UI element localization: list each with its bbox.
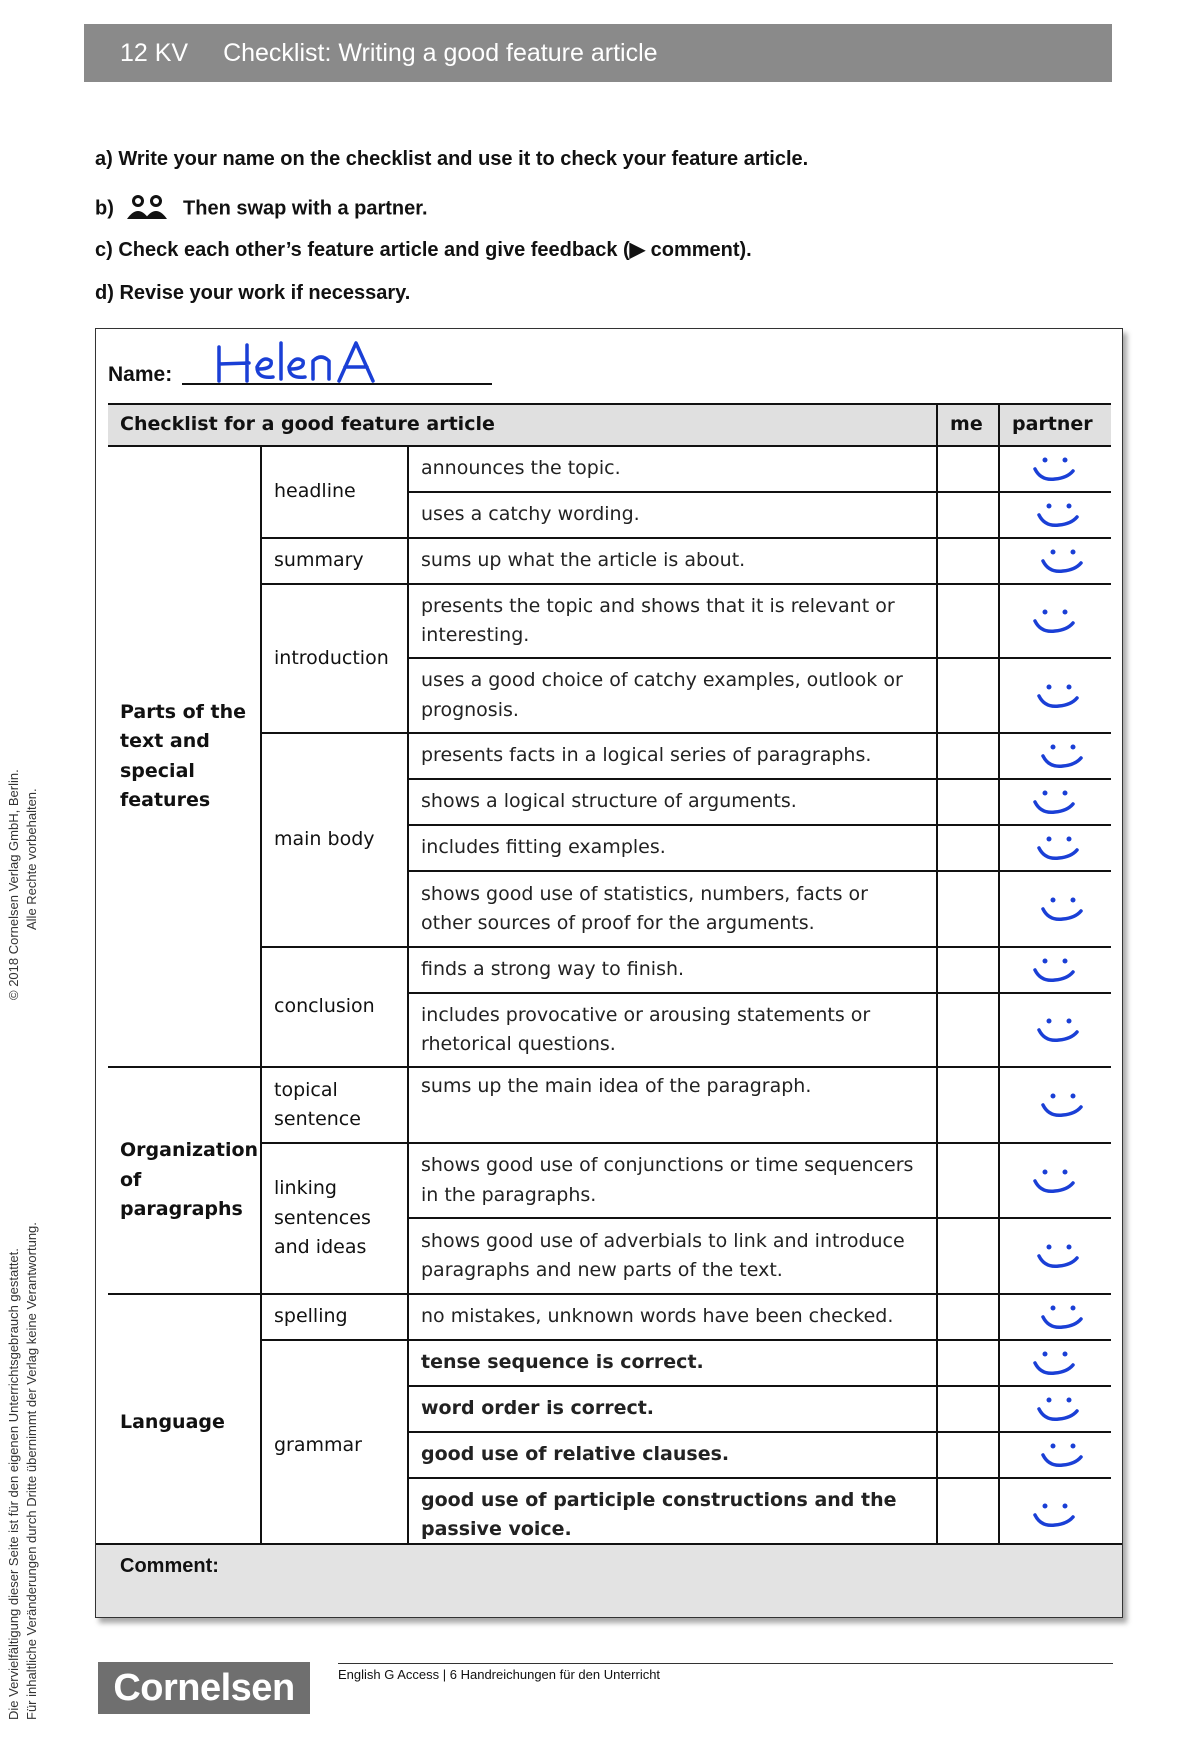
smiley-mouth [1043, 909, 1081, 919]
smiley-eye [1062, 791, 1067, 796]
partner-smiley-mark [1023, 952, 1089, 988]
handwritten-name [211, 339, 431, 394]
checklist-table [108, 403, 1111, 1553]
criterion: sums up the main idea of the paragraph. [408, 1067, 937, 1143]
criterion: announces the topic. [408, 446, 937, 492]
table-row [108, 446, 1111, 492]
me-checkbox[interactable] [937, 733, 999, 779]
me-checkbox[interactable] [937, 947, 999, 993]
criterion: shows good use of adverbials to link and introduce paragraphs and new parts of the text. [408, 1218, 937, 1294]
smiley-eye [1050, 1444, 1055, 1449]
comment-label: Comment: [120, 1555, 219, 1577]
criterion: finds a strong way to finish. [408, 947, 937, 993]
checklist-sheet [95, 328, 1123, 1618]
group-parts-of-text: Parts of the text and special features [108, 446, 261, 1067]
smiley-eye [1046, 684, 1051, 689]
smiley-eye [1066, 504, 1071, 509]
partner-checkbox[interactable] [999, 871, 1111, 947]
smiley-eye [1042, 458, 1047, 463]
partner-checkbox[interactable] [999, 1218, 1111, 1294]
me-checkbox[interactable] [937, 993, 999, 1067]
instruction-text: Revise your work if necessary. [119, 282, 411, 304]
footer-rule [338, 1663, 1113, 1664]
subgroup-headline: headline [261, 446, 408, 538]
criterion: word order is correct. [408, 1386, 937, 1432]
instruction-c [95, 237, 752, 262]
me-checkbox[interactable] [937, 1143, 999, 1218]
partner-checkbox[interactable] [999, 825, 1111, 871]
smiley-mouth [1035, 970, 1073, 980]
smiley-mouth [1043, 1317, 1081, 1327]
smiley-eye [1066, 684, 1071, 689]
partner-smiley-mark [1023, 1437, 1089, 1473]
column-partner: partner [999, 404, 1111, 446]
criterion: no mistakes, unknown words have been checked. [408, 1294, 937, 1340]
criterion: shows good use of statistics, numbers, facts or other sources of proof for the arguments. [408, 871, 937, 947]
subgroup-linking: linking sentences and ideas [261, 1143, 408, 1294]
smiley-eye [1042, 791, 1047, 796]
criterion: shows good use of conjunctions or time sequencers in the paragraphs. [408, 1143, 937, 1218]
group-organization: Organization of paragraphs [108, 1067, 261, 1294]
partner-checkbox[interactable] [999, 1432, 1111, 1478]
instruction-b [95, 193, 428, 225]
partner-smiley-mark [1023, 1012, 1089, 1048]
partner-checkbox[interactable] [999, 779, 1111, 825]
instruction-text: Check each other’s feature article and give feedback (▶ comment). [118, 239, 752, 261]
smiley-eye [1066, 1398, 1071, 1403]
criterion: shows a logical structure of arguments. [408, 779, 937, 825]
me-checkbox[interactable] [937, 871, 999, 947]
criterion: sums up what the article is about. [408, 538, 937, 584]
instruction-prefix: b) [95, 197, 114, 220]
smiley-mouth [1035, 469, 1073, 479]
partner-checkbox[interactable] [999, 584, 1111, 658]
name-label: Name: [108, 363, 173, 386]
partner-checkbox[interactable] [999, 733, 1111, 779]
criterion: uses a good choice of catchy examples, outlook or prognosis. [408, 658, 937, 733]
partner-smiley-mark [1023, 830, 1089, 866]
me-checkbox[interactable] [937, 1386, 999, 1432]
smiley-eye [1070, 550, 1075, 555]
smiley-eye [1046, 1245, 1051, 1250]
smiley-mouth [1035, 1181, 1073, 1191]
instruction-prefix: c) [95, 239, 113, 261]
smiley-eye [1050, 550, 1055, 555]
subgroup-grammar: grammar [261, 1340, 408, 1552]
subgroup-main-body: main body [261, 733, 408, 947]
partner-smiley-mark [1023, 603, 1089, 639]
smiley-eye [1070, 1306, 1075, 1311]
smiley-mouth [1039, 696, 1077, 706]
smiley-eye [1062, 458, 1067, 463]
smiley-eye [1066, 1245, 1071, 1250]
smiley-mouth [1039, 1030, 1077, 1040]
partner-smiley-mark [1023, 738, 1089, 774]
subgroup-conclusion: conclusion [261, 947, 408, 1067]
smiley-eye [1070, 1094, 1075, 1099]
instruction-a [95, 148, 808, 171]
smiley-eye [1046, 504, 1051, 509]
worksheet-title: Checklist: Writing a good feature article [223, 39, 658, 67]
partner-checkbox[interactable] [999, 1067, 1111, 1143]
rights-note: Alle Rechte vorbehalten. [24, 788, 39, 930]
smiley-mouth [1039, 1256, 1077, 1266]
partner-checkbox[interactable] [999, 947, 1111, 993]
instruction-d [95, 282, 410, 305]
column-me: me [937, 404, 999, 446]
smiley-eye [1062, 1504, 1067, 1509]
criterion: good use of participle constructions and the passive voice. [408, 1478, 937, 1552]
smiley-mouth [1043, 1105, 1081, 1115]
me-checkbox[interactable] [937, 1218, 999, 1294]
smiley-eye [1066, 1019, 1071, 1024]
smiley-eye [1070, 1444, 1075, 1449]
smiley-mouth [1035, 1515, 1073, 1525]
partner-work-icon [125, 193, 171, 225]
smiley-eye [1050, 1306, 1055, 1311]
criterion: includes provocative or arousing statements or rhetorical questions. [408, 993, 937, 1067]
me-checkbox[interactable] [937, 1432, 999, 1478]
partner-checkbox[interactable] [999, 538, 1111, 584]
comment-box[interactable] [96, 1543, 1122, 1617]
partner-smiley-mark [1023, 891, 1089, 927]
cornelsen-logo: Cornelsen [98, 1662, 310, 1714]
partner-smiley-mark [1023, 1163, 1089, 1199]
partner-smiley-mark [1023, 784, 1089, 820]
criterion: tense sequence is correct. [408, 1340, 937, 1386]
me-checkbox[interactable] [937, 779, 999, 825]
smiley-eye [1042, 1169, 1047, 1174]
smiley-eye [1070, 898, 1075, 903]
smiley-eye [1046, 1398, 1051, 1403]
worksheet-code: 12 KV [120, 39, 189, 67]
partner-checkbox[interactable] [999, 1340, 1111, 1386]
smiley-eye [1066, 837, 1071, 842]
smiley-mouth [1043, 756, 1081, 766]
partner-smiley-mark [1023, 1391, 1089, 1427]
partner-checkbox[interactable] [999, 446, 1111, 492]
smiley-mouth [1039, 1409, 1077, 1419]
smiley-mouth [1035, 1363, 1073, 1373]
smiley-eye [1042, 959, 1047, 964]
criterion: uses a catchy wording. [408, 492, 937, 538]
partner-smiley-mark [1023, 497, 1089, 533]
me-checkbox[interactable] [937, 538, 999, 584]
smiley-eye [1042, 1352, 1047, 1357]
smiley-mouth [1043, 1455, 1081, 1465]
smiley-mouth [1035, 621, 1073, 631]
partner-checkbox[interactable] [999, 1143, 1111, 1218]
criterion: good use of relative clauses. [408, 1432, 937, 1478]
partner-smiley-mark [1023, 678, 1089, 714]
criterion: includes fitting examples. [408, 825, 937, 871]
usage-note: Die Vervielfältigung dieser Seite ist für den eigenen Unterrichtsgebrauch gestattet. [6, 1248, 21, 1720]
checklist-title: Checklist for a good feature article [108, 404, 937, 446]
partner-smiley-mark [1023, 543, 1089, 579]
criterion: presents facts in a logical series of paragraphs. [408, 733, 937, 779]
partner-smiley-mark [1023, 451, 1089, 487]
smiley-mouth [1043, 561, 1081, 571]
table-row [108, 1067, 1111, 1143]
group-language: Language [108, 1294, 261, 1552]
me-checkbox[interactable] [937, 1067, 999, 1143]
me-checkbox[interactable] [937, 584, 999, 658]
subgroup-introduction: introduction [261, 584, 408, 733]
smiley-eye [1070, 745, 1075, 750]
partner-smiley-mark [1023, 1087, 1089, 1123]
instruction-text: Write your name on the checklist and use it to check your feature article. [118, 148, 809, 170]
smiley-eye [1050, 1094, 1055, 1099]
me-checkbox[interactable] [937, 446, 999, 492]
smiley-eye [1062, 610, 1067, 615]
me-checkbox[interactable] [937, 492, 999, 538]
liability-note: Für inhaltliche Veränderungen durch Dritte übernimmt der Verlag keine Verantwortung. [24, 1222, 39, 1720]
header-bar [84, 24, 1112, 82]
partner-checkbox[interactable] [999, 492, 1111, 538]
partner-checkbox[interactable] [999, 1386, 1111, 1432]
subgroup-spelling: spelling [261, 1294, 408, 1340]
smiley-eye [1042, 610, 1047, 615]
table-row [108, 1294, 1111, 1340]
instruction-prefix: a) [95, 148, 113, 170]
partner-smiley-mark [1023, 1497, 1089, 1533]
me-checkbox[interactable] [937, 1340, 999, 1386]
instruction-text: Then swap with a partner. [183, 197, 428, 220]
partner-smiley-mark [1023, 1238, 1089, 1274]
me-checkbox[interactable] [937, 825, 999, 871]
smiley-eye [1042, 1504, 1047, 1509]
partner-checkbox[interactable] [999, 658, 1111, 733]
checklist-header-row [108, 404, 1111, 446]
me-checkbox[interactable] [937, 1294, 999, 1340]
partner-smiley-mark [1023, 1299, 1089, 1335]
smiley-mouth [1039, 515, 1077, 525]
smiley-eye [1050, 745, 1055, 750]
smiley-mouth [1035, 802, 1073, 812]
partner-checkbox[interactable] [999, 1478, 1111, 1552]
me-checkbox[interactable] [937, 658, 999, 733]
smiley-eye [1062, 959, 1067, 964]
smiley-eye [1062, 1352, 1067, 1357]
smiley-eye [1046, 837, 1051, 842]
me-checkbox[interactable] [937, 1478, 999, 1552]
instruction-prefix: d) [95, 282, 114, 304]
partner-smiley-mark [1023, 1345, 1089, 1381]
copyright-note: © 2018 Cornelsen Verlag GmbH, Berlin. [6, 769, 21, 1000]
smiley-eye [1062, 1169, 1067, 1174]
smiley-mouth [1039, 848, 1077, 858]
partner-checkbox[interactable] [999, 993, 1111, 1067]
partner-checkbox[interactable] [999, 1294, 1111, 1340]
subgroup-summary: summary [261, 538, 408, 584]
footer-text: English G Access | 6 Handreichungen für den Unterricht [338, 1667, 661, 1682]
criterion: presents the topic and shows that it is relevant or interesting. [408, 584, 937, 658]
subgroup-topical-sentence: topical sentence [261, 1067, 408, 1143]
smiley-eye [1050, 898, 1055, 903]
smiley-eye [1046, 1019, 1051, 1024]
